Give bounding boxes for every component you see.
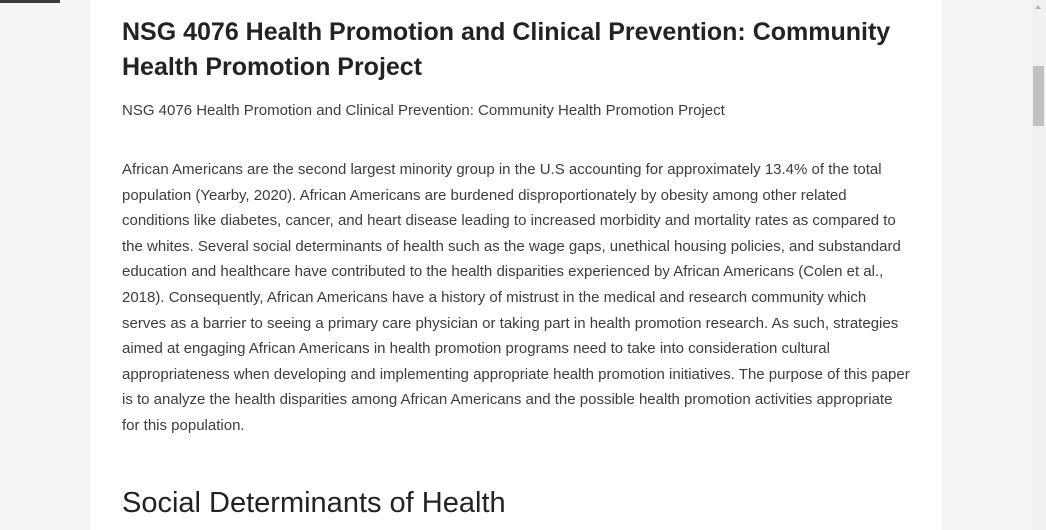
article-page [90, 0, 942, 530]
article-subtitle: NSG 4076 Health Promotion and Clinical Prevention: Community Health Promotion Project [122, 102, 725, 119]
scroll-arrow-up-icon[interactable] [1031, 0, 1046, 14]
article-introduction-paragraph: African Americans are the second largest minority group in the U.S accounting for approximately 13.4% of the total population (Yearby, 2020). African Americans are burdened disproportionately by obesity among other related conditions like diabetes, cancer, and heart disease leading to increased morbidity and mortality rates as compared to the whites. Several social determinants of health such as the wage gaps, unethical housing policies, and substandard education and healthcare have contributed to the health disparities experienced by African Americans (Colen et al., 2018). Consequently, African Americans have a history of mistrust in the medical and research community which serves as a barrier to seeing a primary care physician or taking part in health promotion research. As such, strategies aimed at engaging African Americans in health promotion programs need to take into consideration cultural appropriateness when developing and implementing appropriate health promotion initiatives. The purpose of this paper is to analyze the health disparities among African Americans and the possible health promotion activities appropriate for this population. [122, 161, 910, 434]
top-tab-indicator [0, 0, 60, 3]
scrollbar-thumb[interactable] [1033, 66, 1044, 126]
article-title: NSG 4076 Health Promotion and Clinical Prevention: Community Health Promotion Project [122, 18, 891, 81]
section-heading-social-determinants: Social Determinants of Health [122, 486, 506, 519]
article-content [122, 15, 912, 520]
